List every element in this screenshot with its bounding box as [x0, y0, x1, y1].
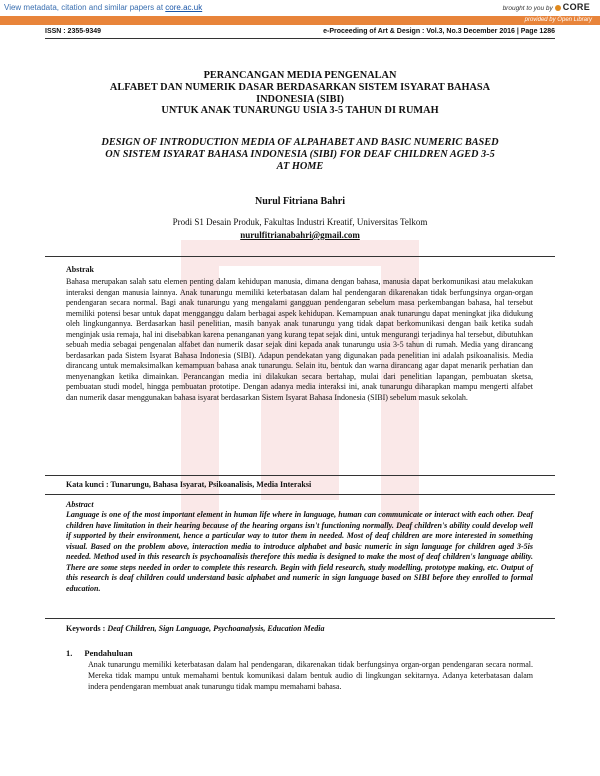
title-indonesian: PERANCANGAN MEDIA PENGENALAN ALFABET DAN NUMERIK DASAR BERDASARKAN SISTEM ISYARAT BAHASA INDONESIA (SIBI) UNTUK ANAK TUNARUNGU USIA 3-5 TAHUN DI RUMAH	[109, 70, 491, 117]
keywords: Keywords : Deaf Children, Sign Language, Psychoanalysis, Education Media	[66, 624, 325, 633]
core-metadata-link[interactable]: View metadata, citation and similar papers at core.ac.uk	[4, 3, 203, 12]
core-url[interactable]: core.ac.uk	[165, 3, 203, 12]
section-body: Anak tunarungu memiliki keterbatasan dalam hal pendengaran, dikarenakan tidak berfungsinya organ-organ pendengaran secara normal. Mereka tidak mampu untuk memahami bentuk komunikasi dalam bentuk audio di lingkungan sekitarnya. Adanya keterbatasan dalam indera pendengaran membuat anak tunarungu tidak mampu memahami bahasa.	[88, 660, 533, 691]
issn: ISSN : 2355-9349	[45, 28, 102, 35]
header-rule	[45, 38, 555, 39]
core-logo-icon	[555, 5, 561, 11]
core-banner	[0, 0, 600, 30]
kata-kunci: Kata kunci : Tunarungu, Bahasa Isyarat, Psikoanalisis, Media Interaksi	[66, 480, 312, 489]
abstract-rule	[45, 494, 555, 495]
abstract-text: Language is one of the most important element in human life where in language, human can communicate or interact with each other. Deaf children have limitation in their hearing because of the hearing organs isn't functioning normally. Deaf children's ability could develop well if supported by their environment, hence a particular way to tutor them in needed. Most of deaf children are more interested in something visual. Based on the problem above, interaction media to introduce alphabet and basic numeric in sign language for children aged 3-5is needed. Method used in this research is psychoanalisis therefore this media is designed to make the most of deaf children's language ability. There are some steps needed in order to complete this research. Begin with field research, study modelling, prototype making, etc. Output of this research is deaf children could understand basic alphabet and numeric in sign language based on SIBI before they enrolled to formal education.	[66, 510, 533, 593]
abstrak-heading: Abstrak	[66, 265, 95, 274]
abstrak-rule	[45, 475, 555, 476]
abstract-heading: Abstract	[66, 500, 94, 509]
core-brand[interactable]: brought to you by CORE	[502, 2, 590, 12]
core-orange-bar	[0, 16, 600, 25]
abstract-top-rule	[45, 256, 555, 257]
author-email[interactable]: nurulfitrianabahri@gmail.com	[240, 230, 360, 240]
affiliation: Prodi S1 Desain Produk, Fakultas Industri Kreatif, Universitas Telkom	[172, 217, 428, 227]
title-english: DESIGN OF INTRODUCTION MEDIA OF ALPAHABET AND BASIC NUMERIC BASED ON SISTEM ISYARAT BAHASA INDONESIA (SIBI) FOR DEAF CHILDREN AGED 3-5 AT HOME	[101, 137, 499, 173]
author-name: Nurul Fitriana Bahri	[254, 196, 345, 207]
journal-info: e-Proceeding of Art & Design : Vol.3, No.3 December 2016 | Page 1286	[323, 28, 555, 35]
keywords-rule	[45, 618, 555, 619]
abstrak-text: Bahasa merupakan salah satu elemen penting dalam kehidupan manusia, dimana dengan bahasa, manusia dapat berkomunikasi atau melakukan interaksi dengan manusia lainnya. Anak tunarungu memiliki keterbatasan dalam hal pendengaran dikarenakan tidak berfungsinya organ-organ pendengaran secara normal. Bagi anak tunarungu yang mengalami gangguan pendengaran sebelum masa perkembangan bahasa, hal tersebut memiliki potensi besar untuk dapat mengganggu dalam berbagai aspek kehidupan. Kemampuan anak tunarungu dapat meningkat jika didukung oleh lingkungannya. Berdasarkan hasil penelitian, masih banyak anak tunarungu yang tidak dapat berkomunikasi dengan baik ketika sudah menginjak usia remaja, hal ini disebabkan karena penanganan yang kurang tepat sejak dini, untuk mengurangi terjadinya hal tersebut, dibutuhkan sebuah media sebagai pengenalan alfabet dan numerik dasar sejak dini kepada anak tunarungu usia 3-5 tahun di rumah. Media yang dirancang berdasarkan pada Sistem Isyarat Bahasa Indonesia (SIBI). Adapun pendekatan yang digunakan pada penelitian ini adalah psikoanalisis. Media dirancang untuk memaksimalkan kemampuan bahasa anak tunarungu. Selain itu, bentuk dan warna dirancang agar dapat menarik perhatian dan menyenangkan ketika dimainkan. Perancangan media ini dilakukan secara bertahap, mulai dari penelitian lapangan, pembuatan sketsa, pembuatan studi model, hingga pembuatan prototipe. Dengan adanya media interaksi ini, anak tunarungu diharapkan mampu mengerti alfabet dan numerik dasar menggunakan bahasa isyarat berdasarkan Sistem Isyarat Bahasa Indonesia (SIBI) sebelum masuk sekolah.	[66, 277, 533, 403]
provided-by[interactable]: provided by Open Library	[524, 17, 592, 23]
section-heading: 1. Pendahuluan	[66, 648, 133, 658]
